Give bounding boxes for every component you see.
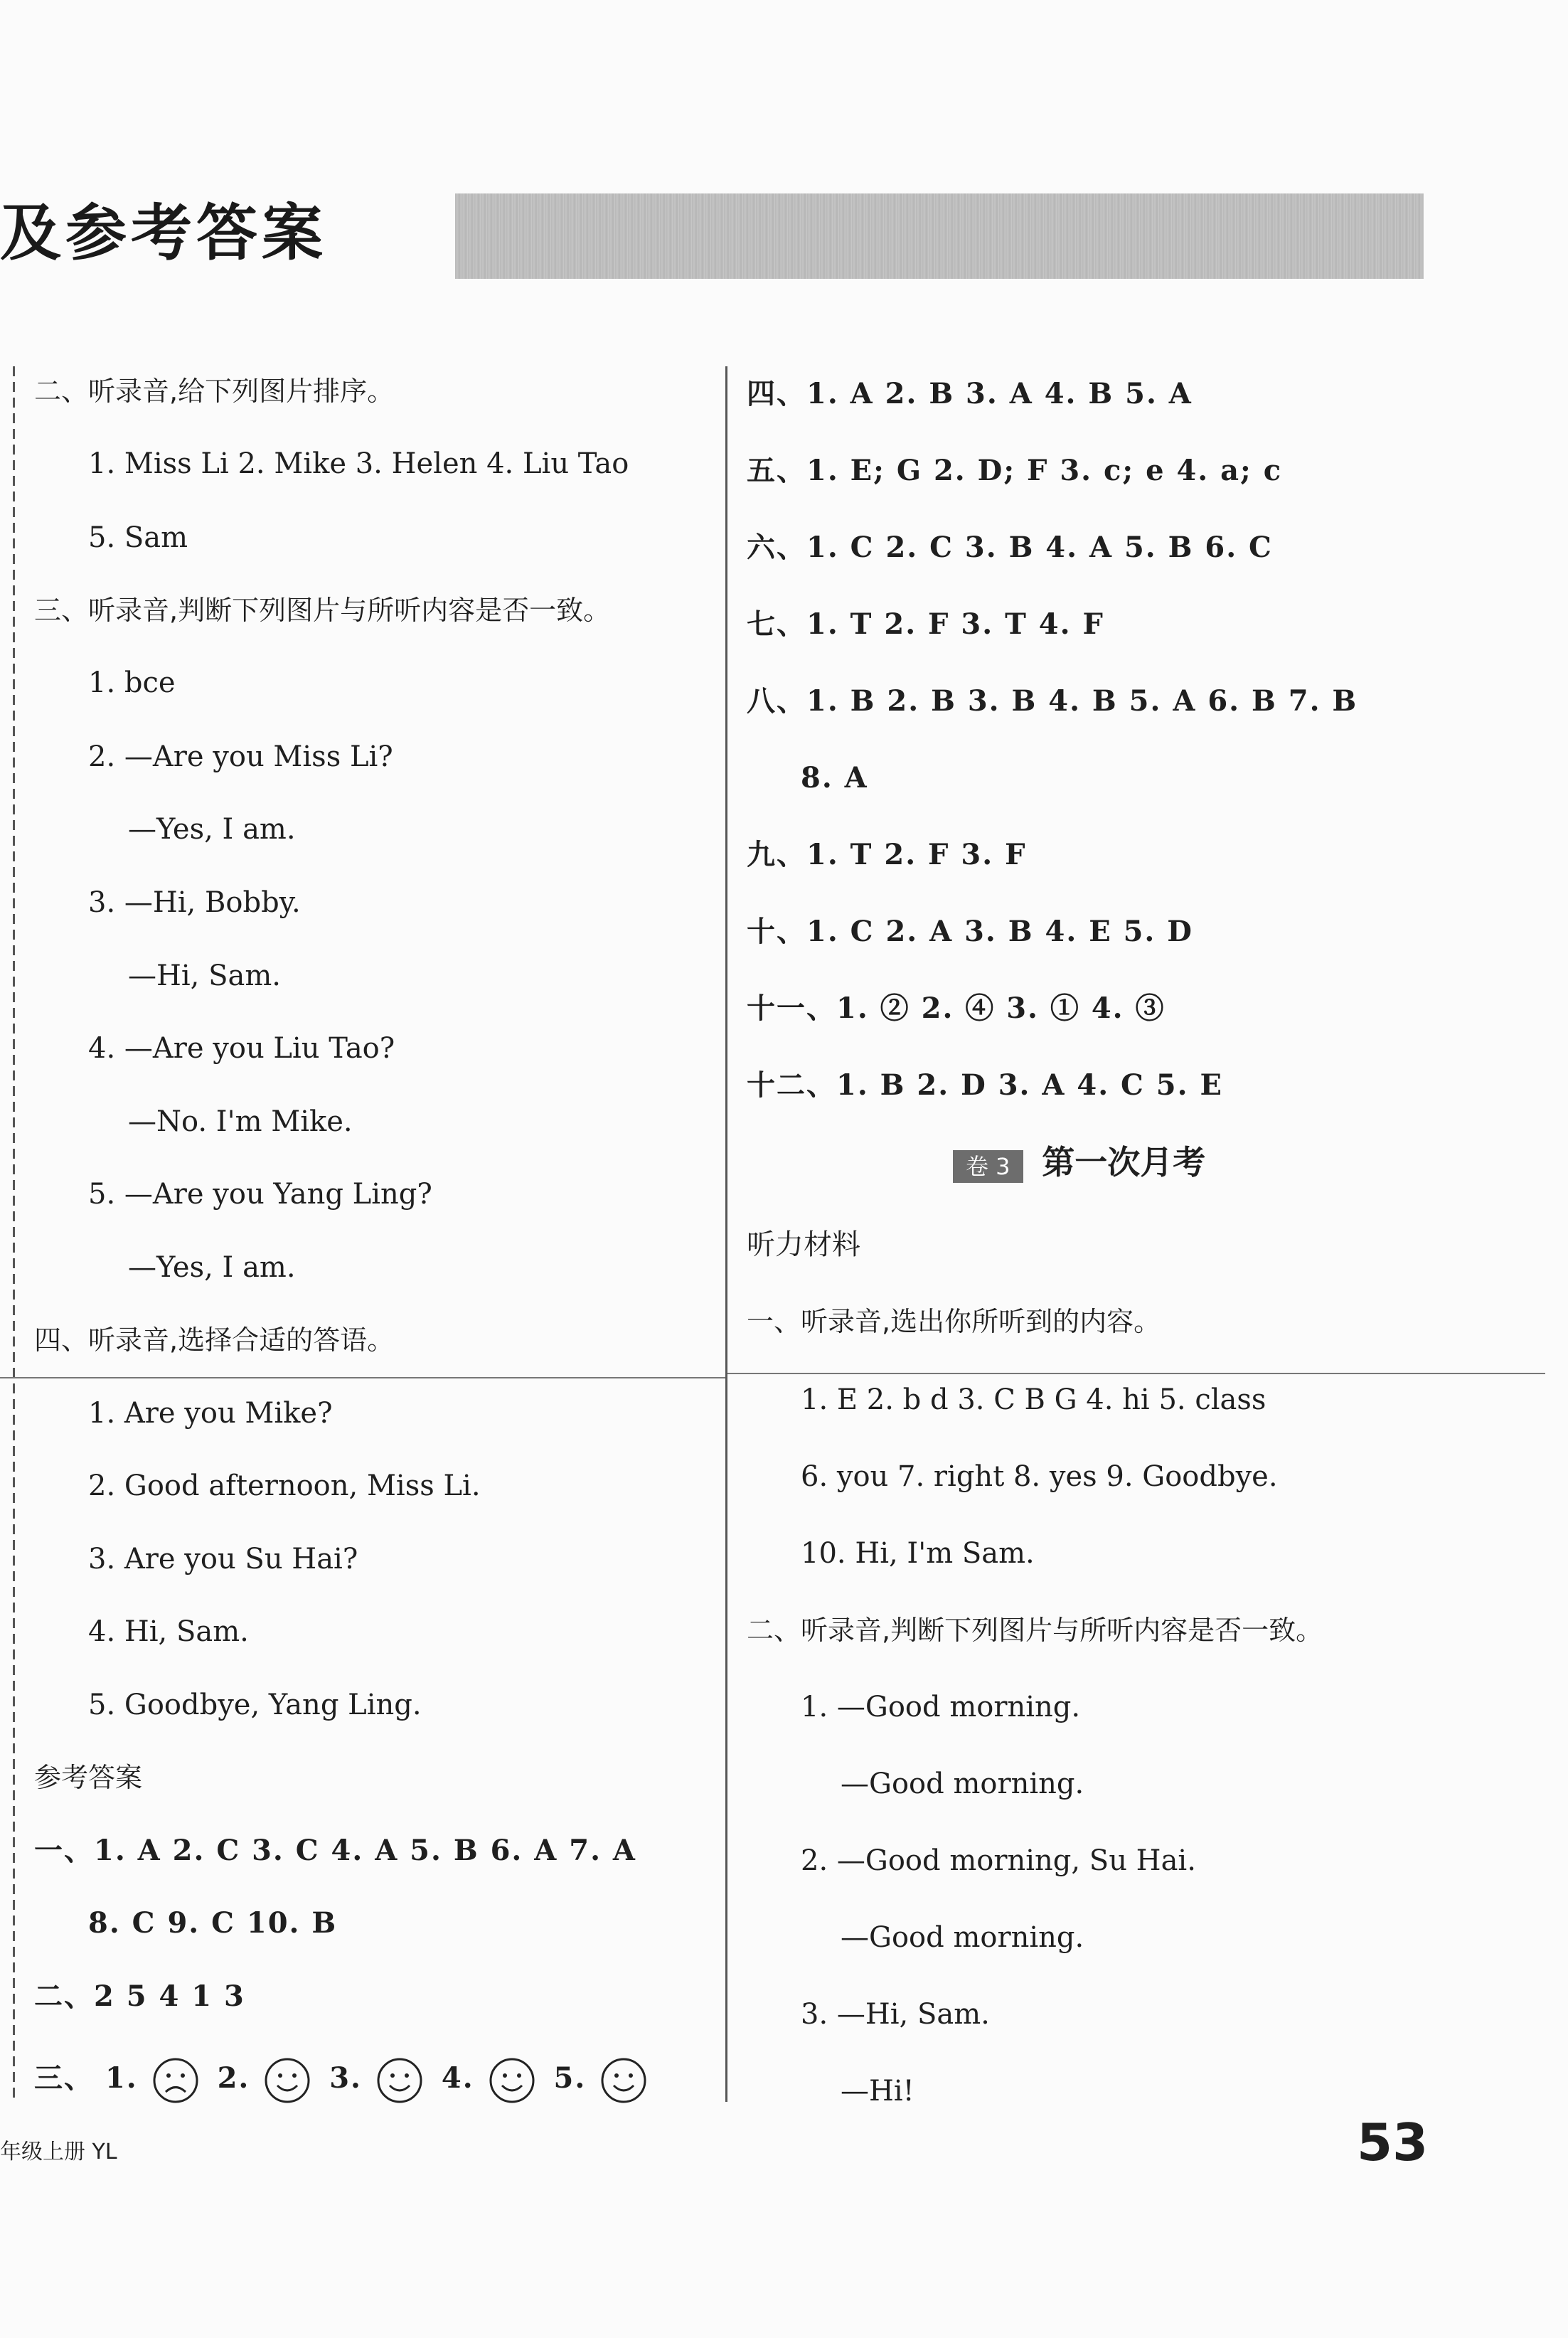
- left-line: —No. I'm Mike.: [128, 1105, 353, 1138]
- left-line: 2. —Are you Miss Li?: [88, 740, 393, 773]
- left-line: —Yes, I am.: [128, 1251, 296, 1284]
- happy-face-icon: [376, 2057, 423, 2104]
- smiley-answer-row: [34, 2057, 654, 2104]
- right-line: —Hi!: [841, 2075, 914, 2108]
- left-line: 二、听录音,给下列图片排序。: [34, 376, 395, 407]
- smiley-num: 5.: [553, 2061, 587, 2095]
- section-title: 第一次月考: [1042, 1143, 1206, 1181]
- right-line: 四、1. A 2. B 3. A 4. B 5. A: [747, 377, 1193, 410]
- column-divider: [725, 366, 727, 2102]
- smiley-num: 3.: [329, 2061, 362, 2095]
- left-line: 一、1. A 2. C 3. C 4. A 5. B 6. A 7. A: [34, 1834, 636, 1867]
- right-line: 1. E 2. b d 3. C B G 4. hi 5. class: [801, 1383, 1266, 1416]
- section-tag: 卷 3: [953, 1150, 1023, 1183]
- happy-face-icon: [600, 2057, 647, 2104]
- footer-grade-label: 年级上册 YL: [0, 2140, 117, 2164]
- right-line: 九、1. T 2. F 3. F: [747, 838, 1027, 871]
- left-line: 1. Miss Li 2. Mike 3. Helen 4. Liu Tao: [88, 447, 629, 480]
- smiley-num: 1.: [105, 2061, 138, 2095]
- right-line: 六、1. C 2. C 3. B 4. A 5. B 6. C: [747, 531, 1273, 564]
- fold-line-left: [0, 1377, 725, 1378]
- right-line: 八、1. B 2. B 3. B 4. B 5. A 6. B 7. B: [747, 684, 1358, 718]
- left-line: 2. Good afternoon, Miss Li.: [88, 1470, 481, 1502]
- right-line: 二、听录音,判断下列图片与所听内容是否一致。: [747, 1615, 1323, 1646]
- right-line: 十一、1. ② 2. ④ 3. ① 4. ③: [747, 992, 1166, 1025]
- left-margin-line: [13, 366, 15, 2102]
- left-line: 1. bce: [88, 666, 176, 699]
- left-line: 8. C 9. C 10. B: [88, 1906, 338, 1940]
- left-line: 4. Hi, Sam.: [88, 1615, 249, 1648]
- smiley-num: 4.: [441, 2061, 474, 2095]
- left-line: 5. Sam: [88, 521, 188, 554]
- right-line: —Good morning.: [841, 1768, 1084, 1800]
- header-gray-band: [455, 193, 1424, 279]
- right-line: 3. —Hi, Sam.: [801, 1998, 990, 2031]
- left-line: 二、2 5 4 1 3: [34, 1980, 245, 2013]
- left-line: 参考答案: [34, 1762, 143, 1793]
- right-line: —Good morning.: [841, 1921, 1084, 1954]
- right-line: 听力材料: [747, 1228, 860, 1261]
- left-line: 4. —Are you Liu Tao?: [88, 1032, 395, 1065]
- left-line: 1. Are you Mike?: [88, 1397, 333, 1430]
- smiley-num: 2.: [217, 2061, 250, 2095]
- section-heading: [953, 1142, 1205, 1184]
- left-line: 3. Are you Su Hai?: [88, 1543, 358, 1576]
- happy-face-icon: [489, 2057, 535, 2104]
- happy-face-icon: [264, 2057, 311, 2104]
- right-line: 七、1. T 2. F 3. T 4. F: [747, 607, 1104, 641]
- fold-line-right: [727, 1373, 1545, 1374]
- left-line: —Hi, Sam.: [128, 960, 281, 992]
- right-line: 10. Hi, I'm Sam.: [801, 1537, 1035, 1570]
- left-line: 四、听录音,选择合适的答语。: [34, 1324, 395, 1356]
- smiley-row-prefix: 三、: [34, 2061, 94, 2095]
- left-line: —Yes, I am.: [128, 813, 296, 846]
- right-line: 8. A: [801, 761, 868, 795]
- right-line: 五、1. E; G 2. D; F 3. c; e 4. a; c: [747, 454, 1283, 487]
- left-line: 3. —Hi, Bobby.: [88, 886, 301, 919]
- page-title: 及参考答案: [0, 197, 327, 269]
- page-number: 53: [1357, 2113, 1429, 2172]
- left-line: 5. —Are you Yang Ling?: [88, 1178, 432, 1211]
- right-line: 十、1. C 2. A 3. B 4. E 5. D: [747, 915, 1193, 948]
- right-line: 一、听录音,选出你所听到的内容。: [747, 1306, 1161, 1337]
- sad-face-icon: [152, 2057, 199, 2104]
- right-line: 十二、1. B 2. D 3. A 4. C 5. E: [747, 1068, 1223, 1102]
- left-line: 5. Goodbye, Yang Ling.: [88, 1689, 422, 1721]
- left-line: 三、听录音,判断下列图片与所听内容是否一致。: [34, 595, 611, 626]
- right-line: 2. —Good morning, Su Hai.: [801, 1844, 1196, 1877]
- right-line: 1. —Good morning.: [801, 1691, 1081, 1723]
- right-line: 6. you 7. right 8. yes 9. Goodbye.: [801, 1460, 1278, 1493]
